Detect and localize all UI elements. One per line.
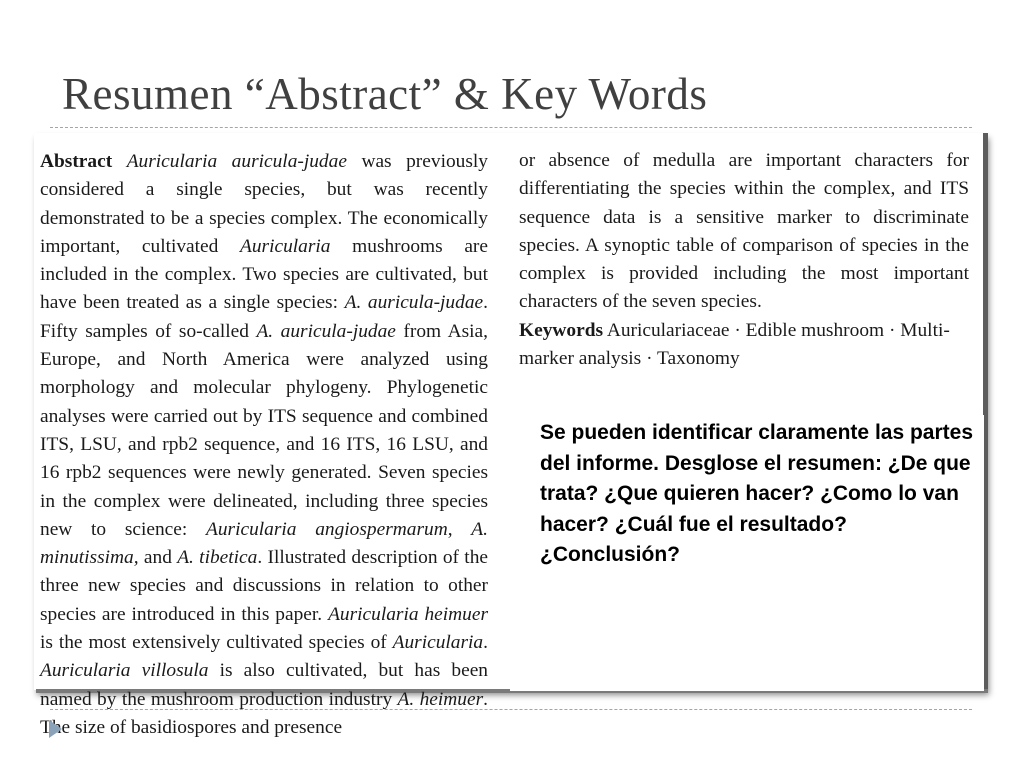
species-name: A. minutissima, bbox=[40, 518, 488, 569]
abstract-text: . Illustrated description of the three new species and discussions in relation to other species are introduced in this paper. bbox=[40, 547, 488, 625]
species-name: Auricularia bbox=[392, 632, 484, 654]
abstract-heading: Abstract bbox=[40, 151, 113, 172]
species-name: Auricularia heimuer bbox=[328, 603, 489, 625]
abstract-left-column bbox=[40, 148, 488, 742]
keywords-text: Auriculariaceae · Edible mushroom · Multi-marker analysis · Taxonomy bbox=[519, 320, 950, 370]
abstract-text: . Fifty samples of so-called bbox=[40, 292, 488, 342]
note-text: Se pueden identificar claramente las partes del informe. Desglose el resumen: ¿De que trata? ¿Que quieren hacer? ¿Como lo van hacer? ¿Cuál fue el resultado? ¿Conclusión? bbox=[540, 421, 974, 566]
species-name: A. auricula-judae bbox=[344, 292, 484, 314]
footer-divider bbox=[50, 709, 972, 710]
species-name: Auricularia villosula bbox=[40, 660, 209, 682]
keywords-block bbox=[519, 317, 979, 374]
abstract-text: , bbox=[447, 518, 472, 540]
species-name: Auricularia bbox=[240, 235, 331, 257]
abstract-body bbox=[40, 151, 488, 738]
abstract-text: was previously considered a single species, but was recently demonstrated to be a species complex. The economically important, cultivated bbox=[40, 151, 488, 257]
abstract-text: is the most extensively cultivated species of bbox=[40, 632, 393, 654]
abstract-text: . The size of basidiospores and presence bbox=[40, 688, 488, 738]
species-name: Auricularia auricula-judae bbox=[126, 151, 347, 172]
title-divider bbox=[50, 127, 972, 128]
abstract-text: is also cultivated, but has been named by the mushroom production industry bbox=[40, 660, 488, 710]
abstract-text: and bbox=[138, 547, 178, 569]
species-name: Auricularia angiospermarum bbox=[206, 518, 448, 540]
species-name: A. auricula-judae bbox=[256, 320, 396, 342]
species-name: A. heimuer bbox=[397, 688, 484, 710]
abstract-right-column: or absence of medulla are important characters for differentiating the species within the complex, and ITS sequence data is a sensitive marker to discriminate species. A synoptic table of comparison of species in the complex is provided including the most important characters of the seven species. bbox=[519, 150, 969, 313]
abstract-text: mushrooms are included in the complex. Two species are cultivated, but have been treated as a single species: bbox=[40, 235, 488, 314]
abstract-text: . bbox=[483, 632, 488, 654]
abstract-text: from Asia, Europe, and North America were analyzed using morphology and molecular phylogeny. Phylogenetic analyses were carried out by ITS sequence and combined ITS, LSU, and rpb2 sequence, and 16 ITS, 16 LSU, and 16 rpb2 sequences were newly generated. Seven species in the complex were delineated, including three species new to science: bbox=[40, 320, 488, 540]
slide-title: Resumen “Abstract” & Key Words bbox=[62, 69, 708, 119]
keywords-heading: Keywords bbox=[519, 320, 604, 341]
species-name: A. tibetica bbox=[177, 547, 258, 569]
triangle-bullet-icon bbox=[49, 720, 62, 738]
